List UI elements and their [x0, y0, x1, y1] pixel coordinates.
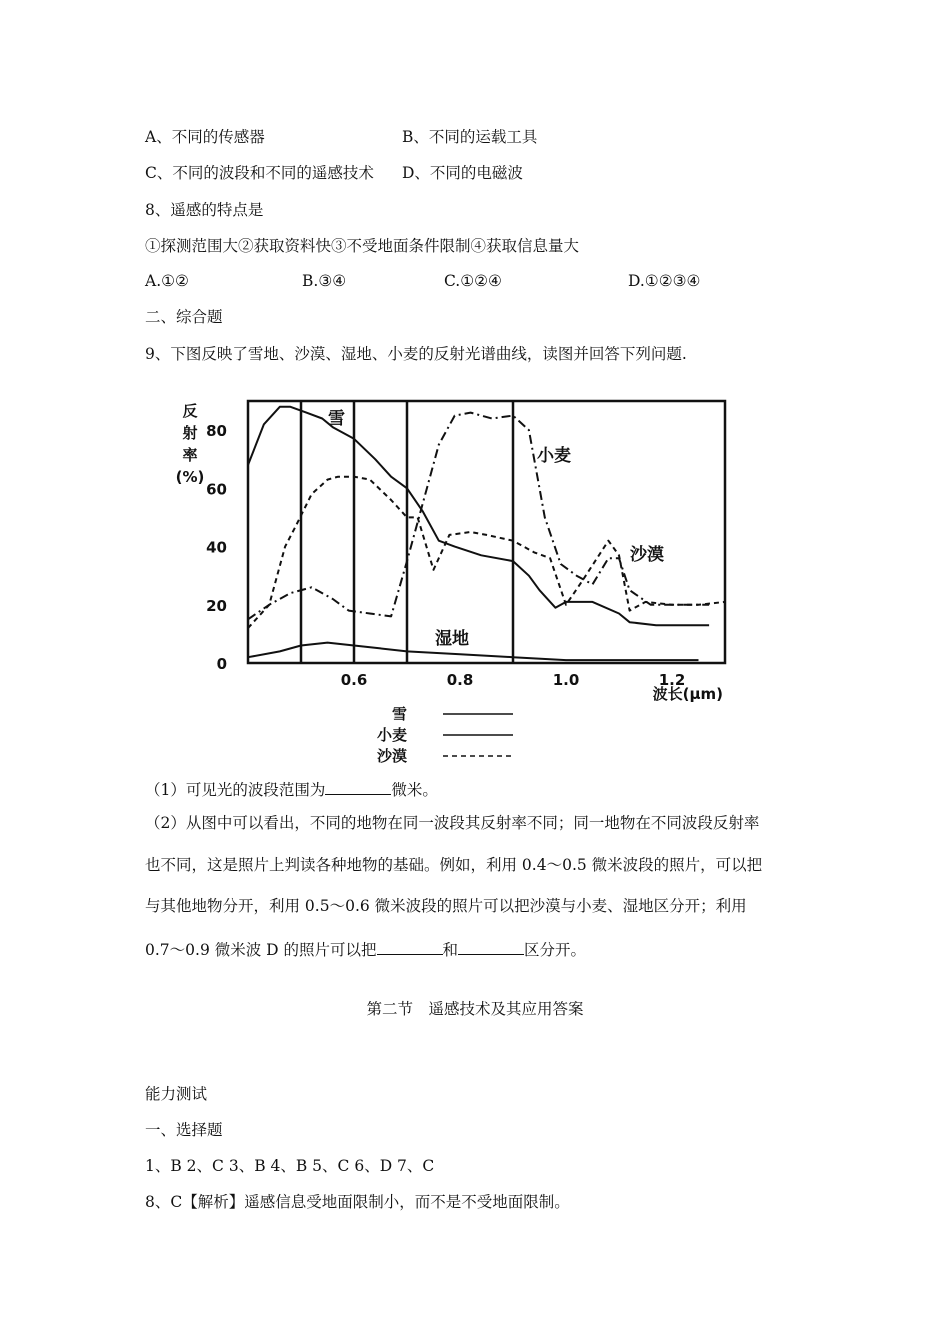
- x-axis-label: 波长(μm): [652, 685, 723, 703]
- y-tick-label: 60: [206, 480, 227, 499]
- curve-label-沙漠: 沙漠: [630, 545, 664, 565]
- series-line-湿地: [248, 643, 699, 661]
- q7-option-d: D、不同的电磁波: [402, 164, 523, 182]
- answers-q8: 8、C【解析】遥感信息受地面限制小，而不是不受地面限制。: [145, 1193, 570, 1211]
- x-tick-label: 1.2: [658, 671, 686, 689]
- series-line-小麦: [248, 413, 709, 620]
- q7-option-b: B、不同的运载工具: [402, 128, 538, 146]
- q9-sub2-line2: 也不同，这是照片上判读各种地物的基础。例如，利用 0.4～0.5 微米波段的照片，可以把: [145, 856, 763, 874]
- y-tick-label: 80: [206, 422, 227, 441]
- curve-label-小麦: 小麦: [537, 446, 571, 466]
- legend-label: 雪: [391, 705, 407, 723]
- legend-label: 沙漠: [376, 747, 407, 765]
- q7-option-c: C、不同的波段和不同的遥感技术: [145, 164, 374, 182]
- q9-sub1-prefix: （1）可见光的波段范围为: [145, 781, 326, 799]
- curve-labels: [328, 408, 664, 649]
- q9-sub2-line3: 与其他地物分开，利用 0.5～0.6 微米波段的照片可以把沙漠与小麦、湿地区分开；利用: [145, 897, 747, 915]
- curve-label-湿地: 湿地: [435, 629, 469, 649]
- q8-option-d: D.①②③④: [628, 272, 701, 290]
- legend: [377, 705, 513, 765]
- y-axis-label: (%): [175, 468, 205, 486]
- plot-frame: [248, 401, 725, 663]
- y-axis-label: 率: [182, 446, 198, 464]
- x-tick-label: 0.6: [340, 671, 368, 689]
- q9-sub2-line4-prefix: 0.7～0.9 微米波 D 的照片可以把: [145, 941, 377, 959]
- x-tick-label: 0.8: [446, 671, 474, 689]
- q8-stem: 8、遥感的特点是: [145, 201, 264, 219]
- section2-title: 二、综合题: [145, 308, 223, 326]
- y-axis-label: 射: [182, 424, 198, 442]
- series-line-雪: [248, 407, 709, 625]
- y-tick-label: 40: [206, 538, 227, 557]
- answer-blank-1[interactable]: [325, 778, 391, 795]
- series-layer: [248, 407, 725, 660]
- q9-stem: 9、下图反映了雪地、沙漠、湿地、小麦的反射光谱曲线，读图并回答下列问题.: [145, 345, 687, 363]
- answers-list: 1、B 2、C 3、B 4、B 5、C 6、D 7、C: [145, 1157, 435, 1175]
- q9-sub1-suffix: 微米。: [391, 781, 438, 799]
- curve-label-雪: 雪: [328, 409, 345, 429]
- q8-option-c: C.①②④: [444, 272, 502, 290]
- plot-border: [248, 401, 725, 663]
- x-tick-label: 1.0: [552, 671, 580, 689]
- band-lines: [301, 401, 513, 663]
- y-tick-label: 0: [216, 655, 227, 673]
- q9-sub2-line4-suffix: 区分开。: [524, 941, 587, 959]
- answers-section1: 一、选择题: [145, 1121, 223, 1139]
- x-axis: [341, 671, 723, 703]
- answer-blank-3[interactable]: [458, 938, 524, 955]
- y-axis-label: 反: [182, 402, 198, 420]
- q9-sub2-line4-mid: 和: [442, 941, 459, 959]
- y-axis: [176, 402, 227, 673]
- q7-option-a: A、不同的传感器: [145, 128, 265, 146]
- answer-blank-2[interactable]: [377, 938, 443, 955]
- answers-title: 第二节 遥感技术及其应用答案: [366, 1000, 584, 1018]
- q9-sub1: [145, 778, 438, 800]
- y-tick-label: 20: [206, 596, 227, 615]
- q8-items: ①探测范围大②获取资料快③不受地面条件限制④获取信息量大: [145, 237, 580, 255]
- q9-sub2-line4: [145, 938, 586, 960]
- answers-ability: 能力测试: [145, 1085, 208, 1103]
- reflectance-spectrum-chart: [145, 378, 735, 770]
- legend-label: 小麦: [376, 726, 407, 744]
- q8-option-b: B.③④: [302, 272, 347, 290]
- q9-sub2-line1: （2）从图中可以看出，不同的地物在同一波段其反射率不同；同一地物在不同波段反射率: [145, 814, 760, 832]
- q8-option-a: A.①②: [145, 272, 189, 290]
